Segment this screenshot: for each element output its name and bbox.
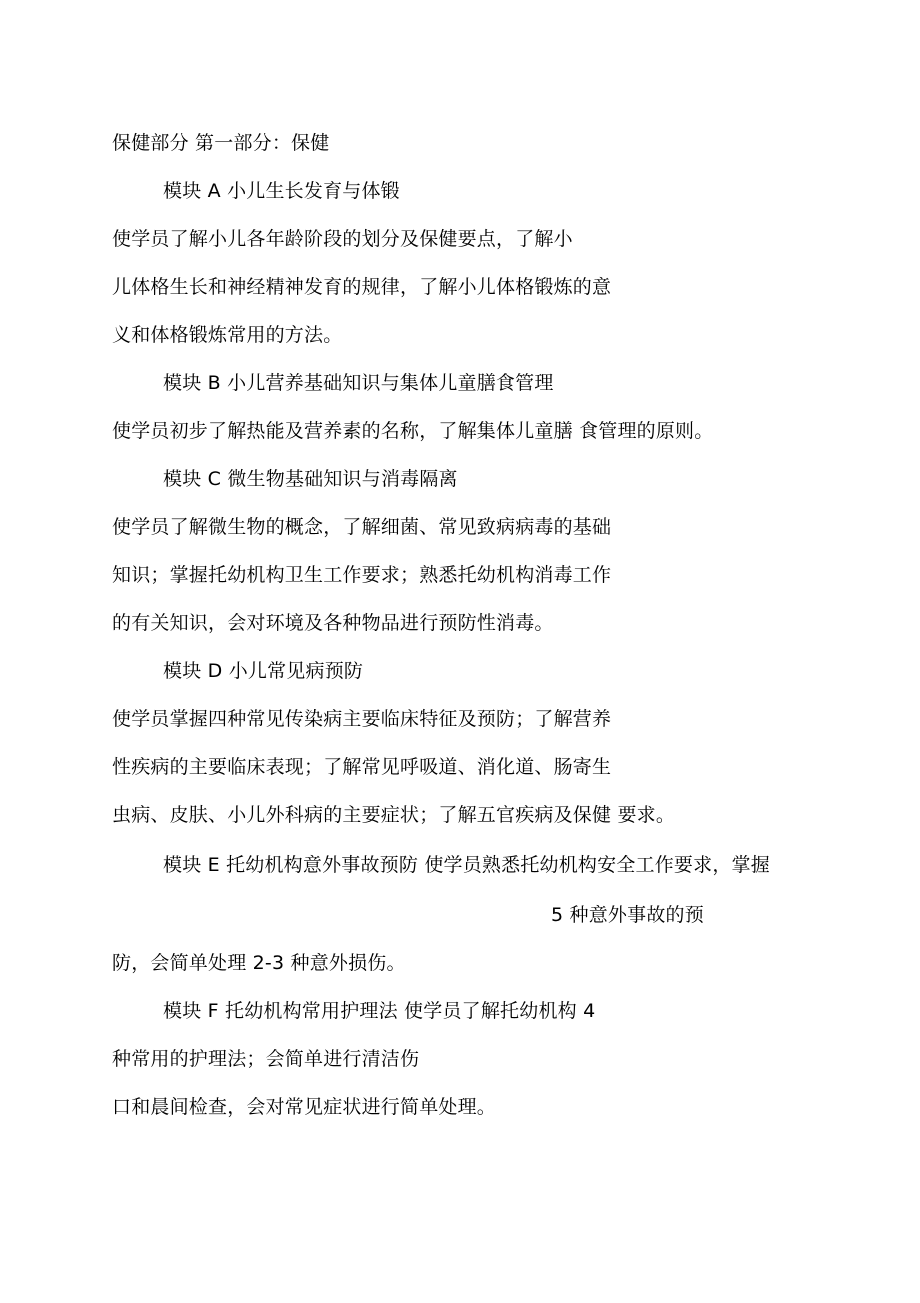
section-heading: 保健部分 第一部分：保健 [112,132,330,154]
module-a-text-line-2: 儿体格生长和神经精神发育的规律，了解小儿体格锻炼的意 [112,276,612,298]
module-f-text-line-1: 种常用的护理法；会简单进行清洁伤 [112,1048,420,1070]
module-e-title: 模块 E 托幼机构意外事故预防 使学员熟悉托幼机构安全工作要求，掌握 [163,854,770,876]
module-d-text-line-2: 性疾病的主要临床表现；了解常见呼吸道、消化道、肠寄生 [112,756,612,778]
module-c-text-line-2: 知识；掌握托幼机构卫生工作要求；熟悉托幼机构消毒工作 [112,564,612,586]
module-c-title: 模块 C 微生物基础知识与消毒隔离 [163,468,458,490]
module-d-text-line-3: 虫病、皮肤、小儿外科病的主要症状；了解五官疾病及保健 要求。 [112,804,676,826]
module-d-text-line-1: 使学员掌握四种常见传染病主要临床特征及预防；了解营养 [112,708,612,730]
module-a-title: 模块 A 小儿生长发育与体锻 [163,180,400,202]
module-f-text-line-2: 口和晨间检查，会对常见症状进行简单处理。 [112,1096,497,1118]
module-c-text-line-3: 的有关知识，会对环境及各种物品进行预防性消毒。 [112,612,554,634]
module-f-title: 模块 F 托幼机构常用护理法 使学员了解托幼机构 4 [163,1000,596,1022]
module-a-text-line-3: 义和体格锻炼常用的方法。 [112,324,343,346]
module-b-text-line-1: 使学员初步了解热能及营养素的名称，了解集体儿童膳 食管理的原则。 [112,420,714,442]
module-d-title: 模块 D 小儿常见病预防 [163,660,364,682]
module-a-text-line-1: 使学员了解小儿各年龄阶段的划分及保健要点，了解小 [112,228,573,250]
module-b-title: 模块 B 小儿营养基础知识与集体儿童膳食管理 [163,372,554,394]
module-c-text-line-1: 使学员了解微生物的概念，了解细菌、常见致病病毒的基础 [112,516,612,538]
module-e-text-line-2: 防，会简单处理 2-3 种意外损伤。 [112,952,406,974]
module-e-text-line-1: 5 种意外事故的预 [551,904,704,926]
